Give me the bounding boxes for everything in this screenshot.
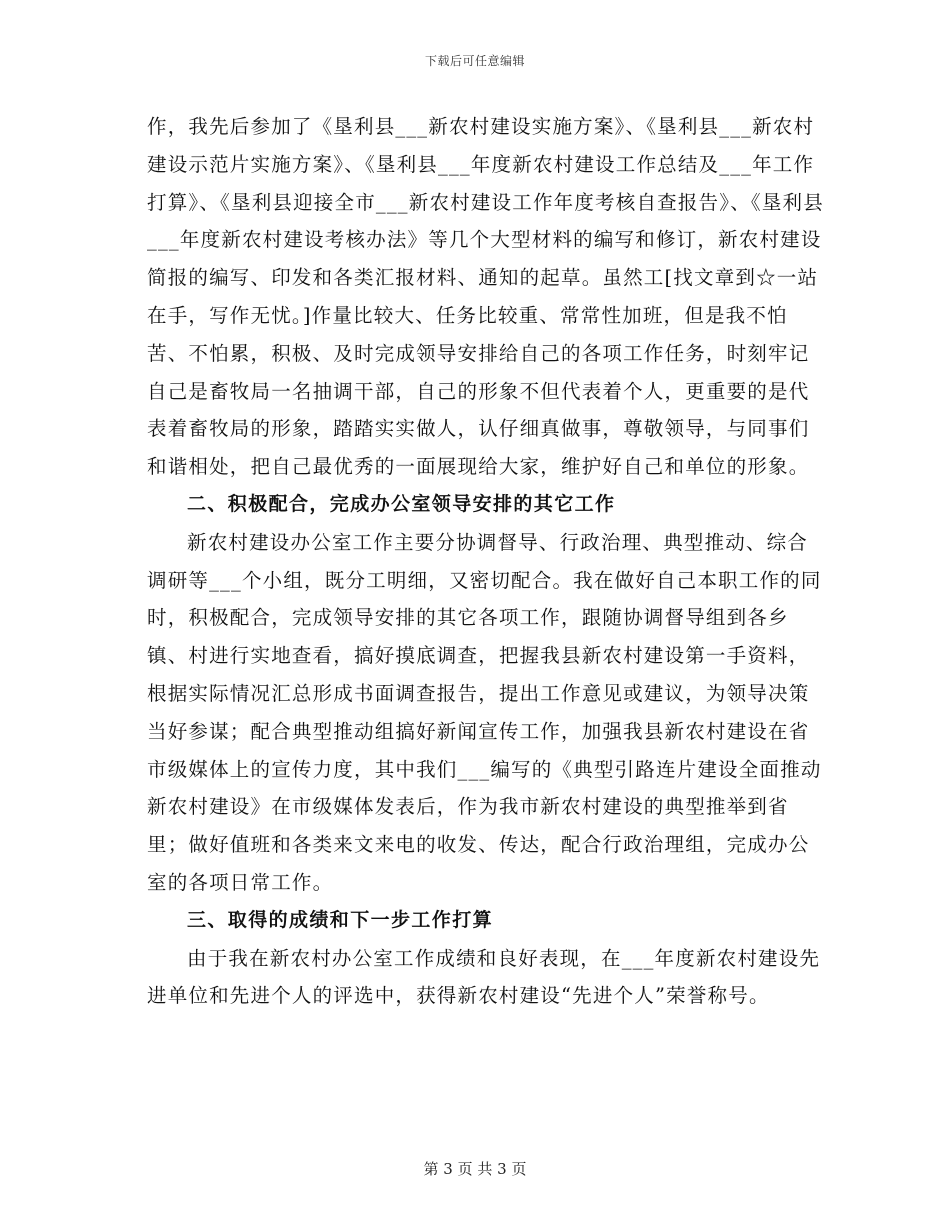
section-heading-3: 三、取得的成绩和下一步工作打算 <box>187 908 494 931</box>
page-header: 下载后可任意编辑 <box>424 54 525 68</box>
paragraph-section-2: 新农村建设办公室工作主要分协调督导、行政治理、典型推动、综合调研等___个小组，既分工明细，又密切配合。我在做好自己本职工作的同时，积极配合，完成领导安排的其它各项工作，跟随协调督导组到各乡镇、村进行实地查看，搞好摸底调查，把握我县新农村建设第一手资料，根据实际情况汇总形成书面调查报告，提出工作意见或建议，为领导决策当好参谋；配合典型推动组搞好新闻宣传工作，加强我县新农村建设在省市级媒体上的宣传力度，其中我们___编写的《典型引路连片建设全面推动新农村建设》在市级媒体发表后，作为我市新农村建设的典型推举到省里；做好值班和各类来文来电的收发、传达，配合行政治理组，完成办公室的各项日常工作。 <box>147 530 822 894</box>
page-number: 第 3 页 共 3 页 <box>423 1160 527 1178</box>
paragraph-continued: 作，我先后参加了《垦利县___新农村建设实施方案》、《垦利县___新农村建设示范片实施方案》、《垦利县___年度新农村建设工作总结及___年工作打算》、《垦利县迎接全市___新农村建设工作年度考核自查报告》、《垦利县___年度新农村建设考核办法》等几个大型材料的编写和修订，新农村建设简报的编写、印发和各类汇报材料、通知的起草。虽然工[找文章到☆一站在手，写作无忧。]作量比较大、任务比较重、常常性加班，但是我不怕苦、不怕累，积极、及时完成领导安排给自己的各项工作任务，时刻牢记自己是畜牧局一名抽调干部，自己的形象不但代表着个人，更重要的是代表着畜牧局的形象，踏踏实实做人，认仔细真做事，尊敬领导，与同事们和谐相处，把自己最优秀的一面展现给大家，维护好自己和单位的形象。 <box>147 115 824 479</box>
section-heading-2: 二、积极配合，完成办公室领导安排的其它工作 <box>187 492 616 515</box>
document-body <box>147 108 827 1015</box>
paragraph-section-3: 由于我在新农村办公室工作成绩和良好表现，在___年度新农村建设先进单位和先进个人的评选中，获得新农村建设“先进个人”荣誉称号。 <box>147 946 821 1008</box>
